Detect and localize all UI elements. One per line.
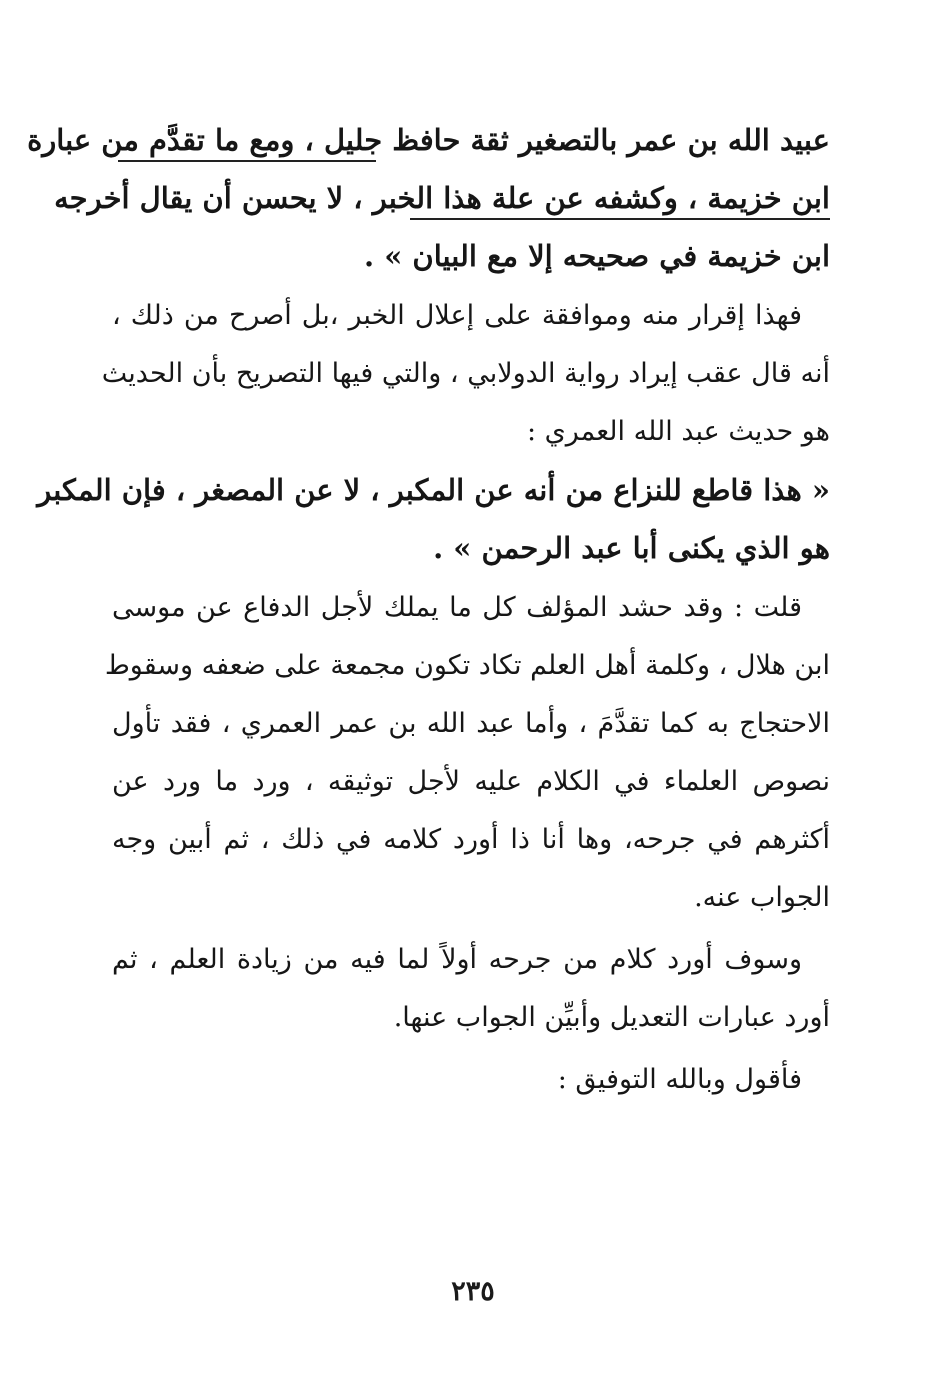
underline-rule xyxy=(118,160,376,162)
text-line: هو الذي يكنى أبا عبد الرحمن » . xyxy=(433,531,830,565)
text-line: نصوص العلماء في الكلام عليه لأجل توثيقه ، ورد ما ورد عن xyxy=(112,766,830,797)
text-line: قلت : وقد حشد المؤلف كل ما يملك لأجل الدفاع عن موسى xyxy=(112,592,802,623)
text-line: الجواب عنه. xyxy=(694,882,830,913)
page-number: ٢٣٥ xyxy=(451,1276,495,1307)
underline-rule xyxy=(410,218,830,220)
text-line: ابن هلال ، وكلمة أهل العلم تكاد تكون مجمعة على ضعفه وسقوط xyxy=(104,650,830,681)
text-line: ابن خزيمة ، وكشفه عن علة هذا الخبر ، لا يحسن أن يقال أخرجه xyxy=(54,181,830,215)
text-line: هو حديث عبد الله العمري : xyxy=(526,416,830,447)
text-line: فأقول وبالله التوفيق : xyxy=(557,1064,802,1095)
text-line: ابن خزيمة في صحيحه إلا مع البيان » . xyxy=(364,239,830,273)
text-line: فهذا إقرار منه وموافقة على إعلال الخبر ،بل أصرح من ذلك ، xyxy=(112,300,802,331)
text-line: الاحتجاج به كما تقدَّمَ ، وأما عبد الله بن عمر العمري ، فقد تأول xyxy=(112,708,830,739)
text-line: أنه قال عقب إيراد رواية الدولابي ، والتي فيها التصريح بأن الحديث xyxy=(101,358,830,389)
text-line: عبيد الله بن عمر بالتصغير ثقة حافظ جليل ، ومع ما تقدَّم من عبارة xyxy=(27,123,830,157)
text-line: « هذا قاطع للنزاع من أنه عن المكبر ، لا عن المصغر ، فإن المكبر xyxy=(37,473,830,507)
text-line: أورد عبارات التعديل وأبيِّن الجواب عنها. xyxy=(393,1002,830,1033)
text-line: وسوف أورد كلام من جرحه أولاً لما فيه من زيادة العلم ، ثم xyxy=(112,944,802,975)
text-line: أكثرهم في جرحه، وها أنا ذا أورد كلامه في ذلك ، ثم أبين وجه xyxy=(112,824,830,855)
